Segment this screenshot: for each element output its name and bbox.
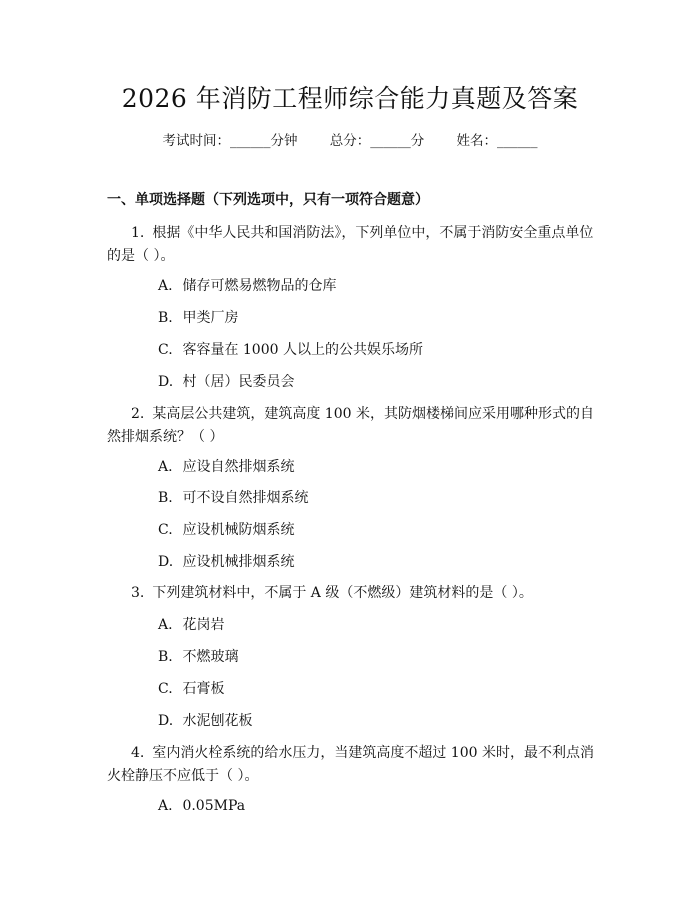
option-letter: B. <box>158 310 173 326</box>
question-text: 某高层公共建筑，建筑高度 100 米，其防烟楼梯间应采用哪种形式的自然排烟系统？（ ） <box>107 406 594 445</box>
option-letter: A. <box>158 459 173 475</box>
option-letter: A. <box>158 278 173 294</box>
option-text: 可不设自然排烟系统 <box>182 490 309 506</box>
option-text: 甲类厂房 <box>182 310 239 326</box>
option-text: 应设机械排烟系统 <box>182 554 295 570</box>
option-text: 花岗岩 <box>182 617 225 633</box>
option-text: 水泥刨花板 <box>182 713 253 729</box>
option-letter: B. <box>158 490 173 506</box>
option-text: 石膏板 <box>182 681 225 697</box>
option-letter: C. <box>158 681 173 697</box>
option-3d <box>158 711 252 731</box>
option-2c <box>158 520 294 540</box>
option-1c <box>158 340 423 360</box>
option-text: 客容量在 1000 人以上的公共娱乐场所 <box>182 342 423 358</box>
question-3 <box>107 582 607 605</box>
document-title: 2026 年消防工程师综合能力真题及答案 <box>121 84 579 113</box>
question-number: 4. <box>131 745 145 761</box>
option-text: 储存可燃易燃物品的仓库 <box>182 278 337 294</box>
question-text: 根据《中华人民共和国消防法》，下列单位中，不属于消防安全重点单位的是（ ）。 <box>107 225 594 264</box>
option-text: 应设机械防烟系统 <box>182 522 295 538</box>
option-letter: A. <box>158 617 173 633</box>
question-number: 2. <box>131 406 145 422</box>
question-text: 下列建筑材料中，不属于 A 级（不燃级）建筑材料的是（ ）。 <box>152 585 533 601</box>
question-text: 室内消火栓系统的给水压力，当建筑高度不超过 100 米时，最不利点消火栓静压不应低于（ ）。 <box>107 745 594 784</box>
option-2d <box>158 552 294 572</box>
exam-meta <box>0 131 700 151</box>
option-letter: A. <box>158 798 173 814</box>
question-2 <box>107 403 607 449</box>
question-4 <box>107 742 607 788</box>
question-number: 3. <box>131 585 145 601</box>
option-text: 0.05MPa <box>182 798 246 814</box>
option-2b <box>158 488 308 508</box>
option-3a <box>158 615 224 635</box>
section-heading: 一、单项选择题（下列选项中，只有一项符合题意） <box>107 192 429 208</box>
option-letter: D. <box>158 374 174 390</box>
option-2a <box>158 457 294 477</box>
option-1a <box>158 276 336 296</box>
option-text: 不燃玻璃 <box>182 649 239 665</box>
option-1b <box>158 308 238 328</box>
option-letter: C. <box>158 522 173 538</box>
option-text: 应设自然排烟系统 <box>182 459 295 475</box>
option-letter: C. <box>158 342 173 358</box>
option-3b <box>158 647 238 667</box>
question-1 <box>107 222 607 268</box>
exam-score: 总分：______分 <box>329 133 425 149</box>
option-text: 村（居）民委员会 <box>182 374 295 390</box>
option-letter: D. <box>158 713 174 729</box>
question-number: 1. <box>131 225 145 241</box>
option-letter: D. <box>158 554 174 570</box>
exam-name: 姓名：______ <box>456 133 538 149</box>
option-letter: B. <box>158 649 173 665</box>
option-1d <box>158 372 294 392</box>
option-3c <box>158 679 224 699</box>
option-4a <box>158 796 245 816</box>
exam-time: 考试时间：______分钟 <box>162 133 298 149</box>
